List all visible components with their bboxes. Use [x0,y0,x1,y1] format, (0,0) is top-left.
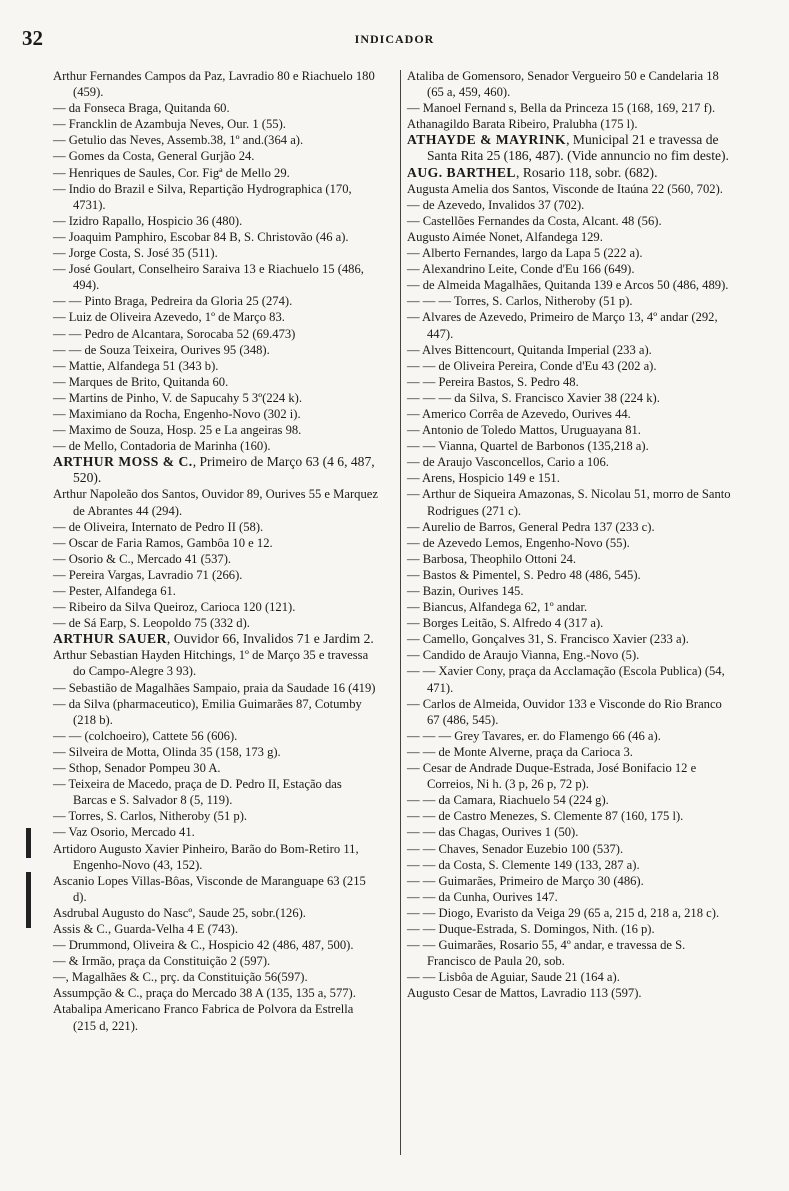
directory-entry: Ascanio Lopes Villas-Bôas, Visconde de Maranguape 63 (215 d). [53,873,366,904]
directory-entry: — Alberto Fernandes, largo da Lapa 5 (222 a). [407,246,643,261]
directory-entry: — — — da Silva, S. Francisco Xavier 38 (224 k). [407,390,660,405]
directory-entry: — Gomes da Costa, General Gurjão 24. [53,149,255,164]
page-number: 32 [22,26,43,50]
directory-entry: — — — Grey Tavares, er. do Flamengo 66 (46 a). [407,728,661,743]
page-header [0,26,789,56]
directory-entry: — Manoel Fernand s, Bella da Princeza 15 (168, 169, 217 f). [407,101,716,116]
directory-entry: — de Araujo Vasconcellos, Cario a 106. [407,455,609,470]
directory-entry: — — Duque-Estrada, S. Domingos, Nith. (16 p). [407,921,655,936]
directory-entry: — Alves Bittencourt, Quitanda Imperial (233 a). [407,342,652,357]
directory-entry: — Getulio das Neves, Assemb.38, 1º and.(364 a). [53,133,304,148]
right-column [407,68,737,1001]
directory-entry: — de Mello, Contadoria de Marinha (160). [53,439,271,454]
column-divider [400,70,401,1155]
directory-entry: — da Fonseca Braga, Quitanda 60. [53,101,230,116]
directory-entry: — Candido de Araujo Vianna, Eng.-Novo (5). [407,648,640,663]
directory-entry: — — Diogo, Evaristo da Veiga 29 (65 a, 215 d, 218 a, 218 c). [407,905,720,920]
directory-entry: — Henriques de Saules, Cor. Figª de Mello 29. [53,165,290,180]
binding-mark [26,828,31,858]
directory-entry: — — Lisbôa de Aguiar, Saude 21 (164 a). [407,970,620,985]
directory-entry: — — Guimarães, Primeiro de Março 30 (486). [407,873,644,888]
directory-entry: — Americo Corrêa de Azevedo, Ourives 44. [407,406,631,421]
directory-entry: — — — Torres, S. Carlos, Nitheroby (51 p). [407,294,633,309]
directory-entry: — Luiz de Oliveira Azevedo, 1º de Março 83. [53,310,285,325]
directory-entry: — Alexandrino Leite, Conde d'Eu 166 (649). [407,262,635,277]
directory-entry: — Borges Leitão, S. Alfredo 4 (317 a). [407,616,604,631]
directory-entry: — Vaz Osorio, Mercado 41. [53,825,195,840]
directory-entry: — de Almeida Magalhães, Quitanda 139 e Arcos 50 (486, 489). [407,278,729,293]
directory-entry: ARTHUR SAUER, Ouvidor 66, Invalidos 71 e Jardim 2. [53,631,374,647]
directory-entry: — de Oliveira, Internato de Pedro II (58). [53,519,264,534]
running-title: INDICADOR [354,32,435,46]
directory-entry: — Sebastião de Magalhães Sampaio, praia da Saudade 16 (419) [53,680,376,695]
binding-mark [26,872,31,928]
directory-entry: — — da Cunha, Ourives 147. [407,889,558,904]
directory-entry: — de Sá Earp, S. Leopoldo 75 (332 d). [53,616,250,631]
directory-entry: — de Azevedo, Invalidos 37 (702). [407,197,585,212]
directory-entry: — Drummond, Oliveira & C., Hospicio 42 (486, 487, 500). [53,938,354,953]
directory-entry: — — Vianna, Quartel de Barbonos (135,218 a). [407,439,649,454]
directory-entry: — José Goulart, Conselheiro Saraiva 13 e Riachuelo 15 (486, 494). [53,262,364,293]
directory-entry: Arthur Fernandes Campos da Paz, Lavradio 80 e Riachuelo 180 (459). [53,69,375,100]
directory-entry: — Maximiano da Rocha, Engenho-Novo (302 i). [53,406,301,421]
directory-entry: — Marques de Brito, Quitanda 60. [53,374,229,389]
directory-entry: — Silveira de Motta, Olinda 35 (158, 173 g). [53,744,281,759]
directory-entry: — — de Monte Alverne, praça da Carioca 3. [407,744,633,759]
directory-entry: Assumpção & C., praça do Mercado 38 A (135, 135 a, 577). [53,986,356,1001]
directory-entry: AUG. BARTHEL, Rosario 118, sobr. (682). [407,164,658,180]
directory-entry: — Teixeira de Macedo, praça de D. Pedro II, Estação das Barcas e S. Salvador 8 (5, 119). [53,777,342,808]
directory-entry: — — de Castro Menezes, S. Clemente 87 (160, 175 l). [407,809,684,824]
directory-entry: — Torres, S. Carlos, Nitheroby (51 p). [53,809,248,824]
directory-entry: — — da Costa, S. Clemente 149 (133, 287 a). [407,857,640,872]
directory-entry: — Maximo de Souza, Hosp. 25 e La angeiras 98. [53,423,302,438]
directory-entry: — Arthur de Siqueira Amazonas, S. Nicolau 51, morro de Santo Rodrigues (271 c). [407,487,731,518]
directory-entry: Assis & C., Guarda-Velha 4 E (743). [53,921,239,936]
directory-entry: — Izidro Rapallo, Hospicio 36 (480). [53,213,243,228]
directory-entry: — Bazin, Ourives 145. [407,584,524,598]
directory-entry: — Oscar de Faria Ramos, Gambôa 10 e 12. [53,535,273,550]
directory-entry: — Bastos & Pimentel, S. Pedro 48 (486, 545). [407,567,641,582]
directory-entry: — Arens, Hospicio 149 e 151. [407,471,560,486]
directory-entry: —, Magalhães & C., prç. da Constituição 56(597). [53,970,308,985]
directory-entry: — Jorge Costa, S. José 35 (511). [53,246,218,261]
directory-entry: — — de Souza Teixeira, Ourives 95 (348). [53,342,270,357]
directory-entry: — de Azevedo Lemos, Engenho-Novo (55). [407,535,630,550]
directory-entry: — — Chaves, Senador Euzebio 100 (537). [407,841,624,856]
directory-entry: — Osorio & C., Mercado 41 (537). [53,551,232,566]
directory-entry: Artidoro Augusto Xavier Pinheiro, Barão do Bom-Retiro 11, Engenho-Novo (43, 152). [53,841,359,872]
directory-entry: Augusto Cesar de Mattos, Lavradio 113 (597). [407,986,642,1001]
left-column [53,68,379,1034]
directory-entry: — Ribeiro da Silva Queiroz, Carioca 120 (121). [53,600,296,615]
directory-entry: — Martins de Pinho, V. de Sapucahy 5 3º(224 k). [53,390,302,405]
directory-entry: — Joaquim Pamphiro, Escobar 84 B, S. Christovão (46 a). [53,229,349,244]
directory-entry: — Barbosa, Theophilo Ottoni 24. [407,551,577,566]
directory-entry: — Mattie, Alfandega 51 (343 b). [53,358,219,373]
directory-entry: — Sthop, Senador Pompeu 30 A. [53,761,221,776]
directory-entry: — Cesar de Andrade Duque-Estrada, José Bonifacio 12 e Correios, Ni h. (3 p, 26 p, 72 p). [407,761,697,792]
directory-entry: — — Pereira Bastos, S. Pedro 48. [407,374,579,389]
directory-entry: — Pester, Alfandega 61. [53,584,176,598]
directory-entry: — Biancus, Alfandega 62, 1º andar. [407,600,588,615]
directory-entry: Augusta Amelia dos Santos, Visconde de Itaúna 22 (560, 702). [407,181,723,196]
directory-entry: — Antonio de Toledo Mattos, Uruguayana 81. [407,423,641,438]
directory-entry: — Francklin de Azambuja Neves, Our. 1 (55). [53,117,286,132]
directory-entry: Asdrubal Augusto do Nascº, Saude 25, sobr.(126). [53,905,306,920]
directory-entry: — — da Camara, Riachuelo 54 (224 g). [407,793,609,808]
directory-entry: — Indio do Brazil e Silva, Repartição Hydrographica (170, 4731). [53,181,352,212]
directory-entry: — Aurelio de Barros, General Pedra 137 (233 c). [407,519,655,534]
directory-entry: — Pereira Vargas, Lavradio 71 (266). [53,567,243,582]
directory-entry: — — Pinto Braga, Pedreira da Gloria 25 (274). [53,294,293,309]
directory-entry: — — Pedro de Alcantara, Sorocaba 52 (69.473) [53,326,296,341]
directory-entry: — — Xavier Cony, praça da Acclamação (Escola Publica) (54, 471). [407,664,725,695]
directory-entry: Atabalipa Americano Franco Fabrica de Polvora da Estrella (215 d, 221). [53,1002,354,1033]
directory-entry: — & Irmão, praça da Constituição 2 (597). [53,954,271,969]
directory-entry: Athanagildo Barata Ribeiro, Pralubha (175 l). [407,117,638,132]
directory-entry: Arthur Sebastian Hayden Hitchings, 1º de Março 35 e travessa do Campo-Alegre 3 93). [53,648,369,679]
directory-entry: — — Guimarães, Rosario 55, 4º andar, e travessa de S. Francisco de Paula 20, sob. [407,938,686,969]
directory-entry: — Camello, Gonçalves 31, S. Francisco Xavier (233 a). [407,632,689,647]
directory-entry: ATHAYDE & MAYRINK, Municipal 21 e travessa de Santa Rita 25 (186, 487). (Vide annuncio no fim deste). [407,132,729,164]
directory-entry: Arthur Napoleão dos Santos, Ouvidor 89, Ourives 55 e Marquez de Abrantes 44 (294). [53,487,378,518]
directory-entry: Augusto Aimée Nonet, Alfandega 129. [407,229,603,244]
directory-entry: — Castellões Fernandes da Costa, Alcant. 48 (56). [407,213,662,228]
directory-entry: ARTHUR MOSS & C., Primeiro de Março 63 (4 6, 487, 520). [53,454,375,486]
directory-entry: — Alvares de Azevedo, Primeiro de Março 13, 4º andar (292, 447). [407,310,718,341]
directory-entry: — — das Chagas, Ourives 1 (50). [407,825,579,840]
directory-entry: — Carlos de Almeida, Ouvidor 133 e Visconde do Rio Branco 67 (486, 545). [407,696,722,727]
directory-entry: Ataliba de Gomensoro, Senador Vergueiro 50 e Candelaria 18 (65 a, 459, 460). [407,69,719,100]
directory-entry: — — de Oliveira Pereira, Conde d'Eu 43 (202 a). [407,358,657,373]
directory-entry: — — (colchoeiro), Cattete 56 (606). [53,728,238,743]
directory-entry: — da Silva (pharmaceutico), Emilia Guimarães 87, Cotumby (218 b). [53,696,362,727]
